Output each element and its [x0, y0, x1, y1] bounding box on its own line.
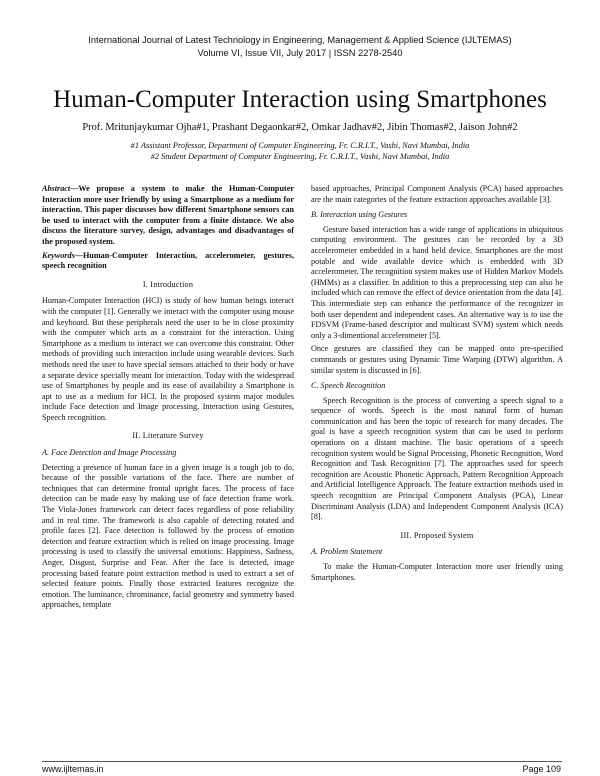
affiliation-1: #1 Assistant Professor, Department of Computer Engineering, Fr. C.R.I.T., Vashi, Navi Mumbai, India — [130, 141, 470, 150]
footer-divider — [42, 761, 562, 762]
keywords-text: —Human-Computer Interaction, accelerometer, gestures, speech recognition — [42, 250, 294, 271]
paper-title: Human-Computer Interaction using Smartphones — [53, 86, 547, 113]
abstract — [42, 184, 294, 248]
subsection-heading-face-detection: A. Face Detection and Image Processing — [42, 448, 177, 458]
journal-name: International Journal of Latest Technology in Engineering, Management & Applied Science (IJLTEMAS) — [88, 35, 512, 45]
section-heading-introduction: I. Introduction — [142, 279, 194, 289]
gestures-paragraph-2: Once gestures are classified they can be mapped onto pre-specified commands or gestures using Dynamic Time Warping (DTW) algorithm. A similar system is discussed in [6]. — [311, 344, 563, 375]
abstract-label: Abstract — [42, 184, 71, 193]
section-heading-literature-survey: II. Literature Survey — [132, 431, 204, 441]
affiliation-2: #2 Student Department of Computer Engineering, Fr. C.R.I.T., Vashi, Navi Mumbai, India — [150, 152, 450, 161]
subsection-heading-speech-recognition: C. Speech Recognition — [311, 381, 386, 391]
right-column — [311, 184, 563, 586]
speech-recognition-paragraph: Speech Recognition is the process of converting a speech signal to a sequence of words. Speech is the most natural form of human communication and has been the topic of research for many decades. The goal is have a speech recognition system that can be used to perform operations on a distant machine. The basic operations of a speech recognition system would be Signal Processing, Phonetic Recognition, Word Recognition and Task Recognition [7]. The approaches used for speech recognition are Acoustic Phonetic Approach, Pattern Recognition Approach and Artificial Intelligence Approach. The feature extraction methods used in speech recognition are Principal Component Analysis (PCA), Linear Discriminant Analysis (LDA) and Independent Component Analysis (ICA) [8]. — [311, 395, 563, 522]
problem-statement-paragraph: To make the Human-Computer Interaction more user friendly using Smartphones. — [311, 562, 563, 582]
journal-header — [0, 34, 600, 60]
face-detection-paragraph: Detecting a presence of human face in a given image is a tough job to do, because of the possible variations of the face. There are number of techniques that can determine frontal upright faces. The process of face detection can be made easy by making use of face detection frame work. The Viola-Jones framework can detect faces regardless of pose reliability and in real time. The framework is also capable of detecting rotated and profile faces [2]. Face detection is followed by the process of emotion detection and feature extraction which is relied on image processing. Image processing is used to classify the universal emotions: Happiness, Sadness, Anger, Disgust, Surprise and Fear. After the face is detected, image processing based feature point extraction method is used to extract a set of selected feature points. Finally those extracted features recognize the emotion. The luminance, chrominance, facial geometry and symmetry based approaches, template — [42, 462, 294, 610]
introduction-paragraph: Human-Computer Interaction (HCI) is study of how human beings interact with the computer [1]. Generally we interact with the computer using mouse and keyboard. But these peripherals need the user to be in close proximity with the computer which acts as a constraint for the interaction. Using Smartphone as a medium to interact we can overcome this constraint. Other methods of providing such interaction include using wearable devices. Such methods need the user to have special sensors attached to their body or have a separate device specially meant for interaction. Today with the widespread use of Smartphones by people and its ease of availability a Smartphone is apt to use as a medium for HCI. In the proposed system major modules include Face detection and Image processing, Interaction using Gestures, Speech recognition. — [42, 296, 294, 422]
section-heading-proposed-system: III. Proposed System — [400, 530, 474, 540]
subsection-heading-problem-statement: A. Problem Statement — [311, 547, 383, 557]
footer-website: www.ijltemas.in — [42, 764, 104, 774]
subsection-heading-gestures: B. Interaction using Gestures — [311, 210, 408, 220]
abstract-text: —We propose a system to make the Human-Computer Interaction more user friendly by using a Smartphone as a medium for interaction. This paper discusses how different Smartphone sensors can be used to interact with the computer from a finite distance. We also discuss the literature survey, design, advantages and disadvantages of the proposed system. — [42, 184, 294, 246]
keywords — [42, 251, 294, 272]
gestures-paragraph-1: Gesture based interaction has a wide range of applications in ubiquitous computing environment. The gestures can be recorded by a 3D accelerometer embedded in a hand held device. Smartphones are the most potable and wide available device which is embedded with 3D accelerometer. The recognition system makes use of Hidden Markov Models (HMMs) as a classifier. In addition to this a preprocessing step can also be included which can remove the effect of device orientation from the data [4]. This intermediate step can enhance the performance of the recognizer in both user dependent and independent cases. An alternative way is to use the FDSVM (Frame-based descriptor and multicast SVM) system which needs only a 3-dimentional accelerometer [5]. — [311, 224, 563, 340]
keywords-label: Keywords — [42, 250, 75, 260]
left-column — [42, 184, 294, 614]
journal-volume: Volume VI, Issue VII, July 2017 | ISSN 2278-2540 — [197, 48, 403, 58]
continued-paragraph: based approaches, Principal Component Analysis (PCA) based approaches are the main categories of the feature extraction approaches available [3]. — [311, 184, 563, 204]
footer-page-number: Page 109 — [522, 764, 561, 774]
author-list: Prof. Mritunjaykumar Ojha#1, Prashant Degaonkar#2, Omkar Jadhav#2, Jibin Thomas#2, Jaison John#2 — [82, 122, 518, 133]
